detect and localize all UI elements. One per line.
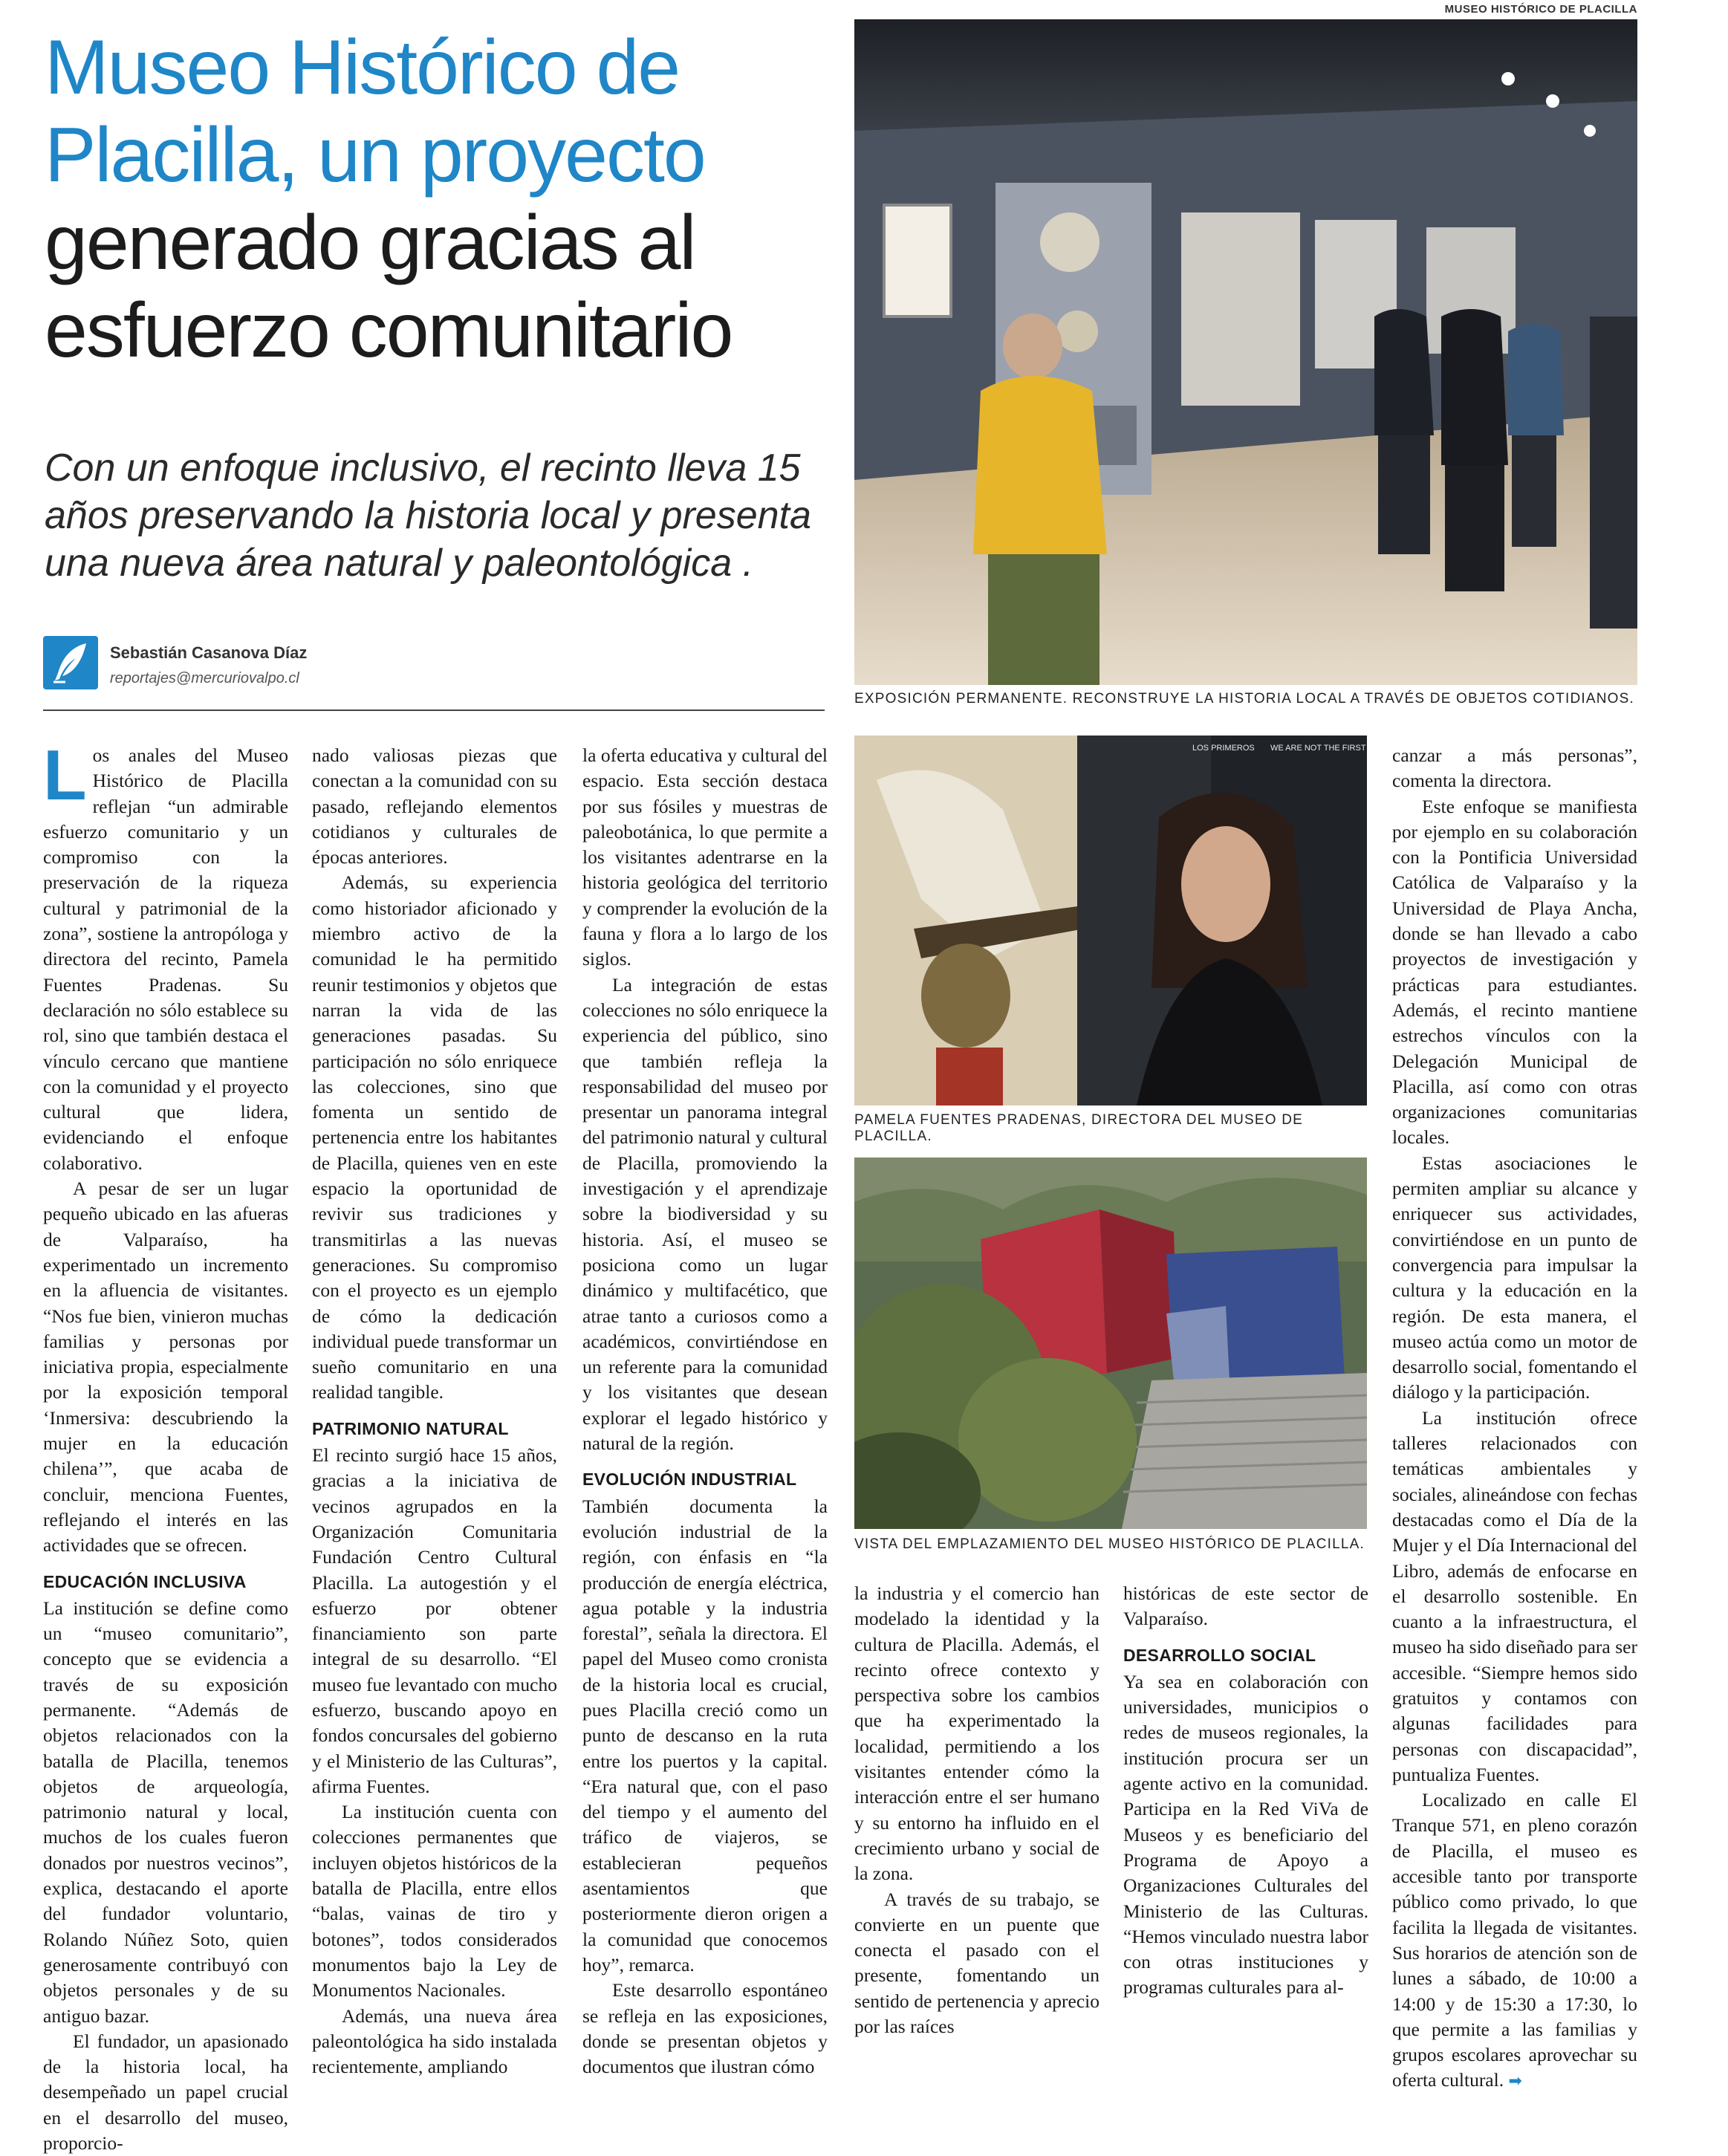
- column2-paragraph-2: Además, su experiencia como historiador aficionado y miembro activo de la comunidad le ha permitido reunir testimonios y objetos que narran la vida de las generaciones pasadas. Su participación no sólo enriquece las colecciones, sino que fomenta un sentido de pertenencia entre los habitantes de Placilla, quienes ven en este espacio la oportunidad de revivir sus tradiciones y transmitirlas a las nuevas generaciones. Su compromiso con el proyecto es un ejemplo de cómo la dedicación individual puede transformar un sueño comunitario en una realidad tangible.: [312, 871, 557, 1403]
- article-column-1: [43, 736, 288, 2156]
- column3-paragraph-4: Este desarrollo espontáneo se refleja en las exposiciones, donde se presentan objetos y documentos que ilustran cómo: [582, 1979, 828, 2078]
- column4-paragraph-2: A través de su trabajo, se convierte en un puente que conecta el pasado con el presente, fomentando un sentido de pertenencia y aprecio por las raíces: [854, 1888, 1100, 2038]
- deck-subtitle: Con un enfoque inclusivo, el recinto lleva 15 años preservando la historia local y presenta una nueva área natural y paleontológica .: [45, 447, 811, 585]
- column5-paragraph-1: históricas de este sector de Valparaíso.: [1123, 1582, 1368, 1630]
- headline-line-2: Placilla, un proyecto: [45, 112, 705, 198]
- byline-divider: [43, 710, 825, 711]
- column2-paragraph-1: nado valiosas piezas que conectan a la comunidad con su pasado, reflejando elementos cotidianos y culturales de épocas anteriores.: [312, 744, 557, 868]
- column3-paragraph-1: la oferta educativa y cultural del espacio. Esta sección destaca por sus fósiles y muestras de paleobotánica, lo que permite a los visitantes adentrarse en la historia geológica del territorio y comprender la evolución de la fauna y flora a lo largo de los siglos.: [582, 744, 828, 970]
- column1-paragraph-3: La institución se define como un “museo comunitario”, concepto que se evidencia a través de su exposición permanente. “Además de objetos relacionados con la batalla de Placilla, tenemos objetos de arqueología, patrimonio natural y local, muchos de los cuales fueron donados por nuestros vecinos”, explica, destacando el aporte del fundador voluntario, Rolando Núñez Soto, quien generosamente contribuyó con objetos personales y de su antiguo bazar.: [43, 1597, 288, 2027]
- column2-paragraph-4: La institución cuenta con colecciones permanentes que incluyen objetos históricos de la batalla de Placilla, entre ellos “balas, vainas de tiro y botones”, todos considerados monumentos bajo la Ley de Monumentos Nacionales.: [312, 1801, 557, 2001]
- panel-text-los-primeros: LOS PRIMEROS: [1192, 744, 1255, 753]
- column2-paragraph-5: Además, una nueva área paleontológica ha sido instalada recientemente, ampliando: [312, 2004, 557, 2078]
- byline: [43, 636, 823, 710]
- section-heading-patrimonio-natural: PATRIMONIO NATURAL: [312, 1418, 509, 1438]
- main-exhibition-photo: [854, 19, 1637, 685]
- headline-line-1: Museo Histórico de: [45, 25, 680, 111]
- drop-cap: L: [43, 736, 87, 815]
- column6-paragraph-4: La institución ofrece talleres relacionados con temáticas ambientales y sociales, alineándose con fechas destacadas como el Día de la Mujer y el Día Internacional del Libro, además de enfocarse en el desarrollo sostenible. En cuanto a la infraestructura, el museo ha sido diseñado para ser accesible. “Siempre hemos sido gratuitos y contamos con algunas facilidades para personas con discapacidad”, puntualiza Fuentes.: [1392, 1406, 1637, 1785]
- author-name: Sebastián Casanova Díaz: [110, 643, 308, 662]
- headline-line-4: esfuerzo comunitario: [45, 288, 733, 374]
- section-heading-educacion-inclusiva: EDUCACIÓN INCLUSIVA: [43, 1571, 247, 1591]
- article-column-2: [312, 743, 557, 2079]
- column6-paragraph-1: canzar a más personas”, comenta la directora.: [1392, 744, 1637, 792]
- panel-text-we-are-not-the-first: WE ARE NOT THE FIRST: [1270, 744, 1366, 753]
- column6-paragraph-3: Estas asociaciones le permiten ampliar su alcance y enriquecer sus actividades, convirtiéndose en un punto de convergencia para impulsar la cultura y la educación en la región. De esta manera, el museo actúa como un motor de desarrollo social, fomentando el diálogo y la participación.: [1392, 1152, 1637, 1403]
- column5-paragraph-2: Ya sea en colaboración con universidades, municipios o redes de museos regionales, la institución procura ser un agente activo en la comunidad. Participa en la Red ViVa de Museos y es beneficiario del Programa de Apoyo a Organizaciones Culturales del Ministerio de las Culturas. “Hemos vinculado nuestra labor con otras instituciones y programas culturales para al-: [1123, 1670, 1368, 1998]
- headline-line-3: generado gracias al: [45, 200, 695, 286]
- article-column-5: [1123, 1581, 1368, 2001]
- column3-paragraph-2: La integración de estas colecciones no sólo enriquece la experiencia del público, sino que también refleja la responsabilidad del museo por presentar un panorama integral del patrimonio natural y cultural de Placilla, promoviendo la investigación y el aprendizaje sobre la biodiversidad y su historia. Así, el museo se posiciona como un lugar dinámico y multifacético, que atrae tanto a curiosos como a académicos, convirtiéndose en un referente para la comunidad y los visitantes que desean explorar el legado histórico y natural de la región.: [582, 973, 828, 1455]
- author-email[interactable]: reportajes@mercuriovalpo.cl: [110, 670, 299, 686]
- photo-credit: MUSEO HISTÓRICO DE PLACILLA: [1444, 3, 1637, 16]
- director-portrait-photo: [854, 736, 1367, 1105]
- portrait-caption: PAMELA FUENTES PRADENAS, DIRECTORA DEL MUSEO DE PLACILLA.: [854, 1112, 1304, 1144]
- article-column-6: [1392, 743, 1637, 2095]
- column1-paragraph-4: El fundador, un apasionado de la historia local, ha desempeñado un papel crucial en el desarrollo del museo, proporcio-: [43, 2030, 288, 2155]
- headline: [45, 24, 832, 374]
- column6-paragraph-2: Este enfoque se manifiesta por ejemplo en su colaboración con la Pontificia Universidad Católica de Valparaíso y la Universidad de Playa Ancha, donde se han llevado a cabo proyectos de investigación y prácticas para estudiantes. Además, el recinto mantiene estrechos vínculos con la Delegación Municipal de Placilla, así como con otras organizaciones comunitarias locales.: [1392, 795, 1637, 1149]
- column6-paragraph-5: Localizado en calle El Tranque 571, en pleno corazón de Placilla, el museo es accesible tanto por transporte público como privado, lo que facilita la llegada de visitantes. Sus horarios de atención son de lunes a sábado, de 10:00 a 14:00 y de 15:30 a 17:30, lo que permite a las familias y grupos escolares aprovechar su oferta cultural. ➡: [1392, 1789, 1637, 2091]
- quill-pen-icon: [43, 636, 98, 689]
- article-column-4: [854, 1581, 1100, 2039]
- column1-paragraph-1: Los anales del Museo Histórico de Placilla reflejan “un admirable esfuerzo comunitario y un compromiso con la preservación de la riqueza cultural y patrimonial de la zona”, sostiene la antropóloga y directora del recinto, Pamela Fuentes Pradenas. Su declaración no sólo establece su rol, sino que también destaca el vínculo cercano que mantiene con la comunidad y el proyecto cultural que lidera, evidenciando el enfoque colaborativo.: [43, 736, 288, 1174]
- article-column-3: [582, 743, 828, 2079]
- building-caption: VISTA DEL EMPLAZAMIENTO DEL MUSEO HISTÓRICO DE PLACILLA.: [854, 1536, 1365, 1552]
- main-photo-caption: EXPOSICIÓN PERMANENTE. RECONSTRUYE LA HISTORIA LOCAL A TRAVÉS DE OBJETOS COTIDIANOS.: [854, 691, 1634, 707]
- column2-paragraph-3: El recinto surgió hace 15 años, gracias a la iniciativa de vecinos agrupados en la Organización Comunitaria Fundación Centro Cultural Placilla. La autogestión y el esfuerzo por obtener financiamiento son parte integral de su desarrollo. “El museo fue levantado con mucho esfuerzo, buscando apoyo en fondos concursales del gobierno y el Ministerio de las Culturas”, afirma Fuentes.: [312, 1444, 557, 1797]
- column3-paragraph-3: También documenta la evolución industrial de la región, con énfasis en “la producción de energía eléctrica, agua potable y la industria forestal”, señala la directora. El papel del Museo como cronista de la historia local es crucial, pues Placilla creció como un punto de descanso en la ruta entre los puertos y la capital. “Era natural que, con el paso del tiempo y el aumento del tráfico de viajeros, se establecieran pequeños asentamientos que posteriormente dieron origen a la comunidad que conocemos hoy”, remarca.: [582, 1495, 828, 1975]
- column1-paragraph-2: A pesar de ser un lugar pequeño ubicado en las afueras de Valparaíso, ha experimentado un incremento en la afluencia de visitantes. “Nos fue bien, vinieron muchas familias y personas por iniciativa propia, especialmente por la exposición temporal ‘Inmersiva: descubriendo la mujer en la educación chilena’”, que acaba de concluir, menciona Fuentes, reflejando el interés en las actividades que se ofrecen.: [43, 1178, 288, 1556]
- column4-paragraph-1: la industria y el comercio han modelado la identidad y la cultura de Placilla. Además, el recinto ofrece contexto y perspectiva sobre los cambios que ha experimentado la localidad, permitiendo a los visitantes entender cómo la interacción entre el ser humano y su entorno ha influido en el crecimiento urbano y social de la zona.: [854, 1582, 1100, 1885]
- article-end-arrow-icon: ➡: [1508, 2072, 1522, 2091]
- section-heading-desarrollo-social: DESARROLLO SOCIAL: [1123, 1645, 1316, 1665]
- section-heading-evolucion-industrial: EVOLUCIÓN INDUSTRIAL: [582, 1470, 797, 1490]
- museum-building-photo: [854, 1157, 1367, 1529]
